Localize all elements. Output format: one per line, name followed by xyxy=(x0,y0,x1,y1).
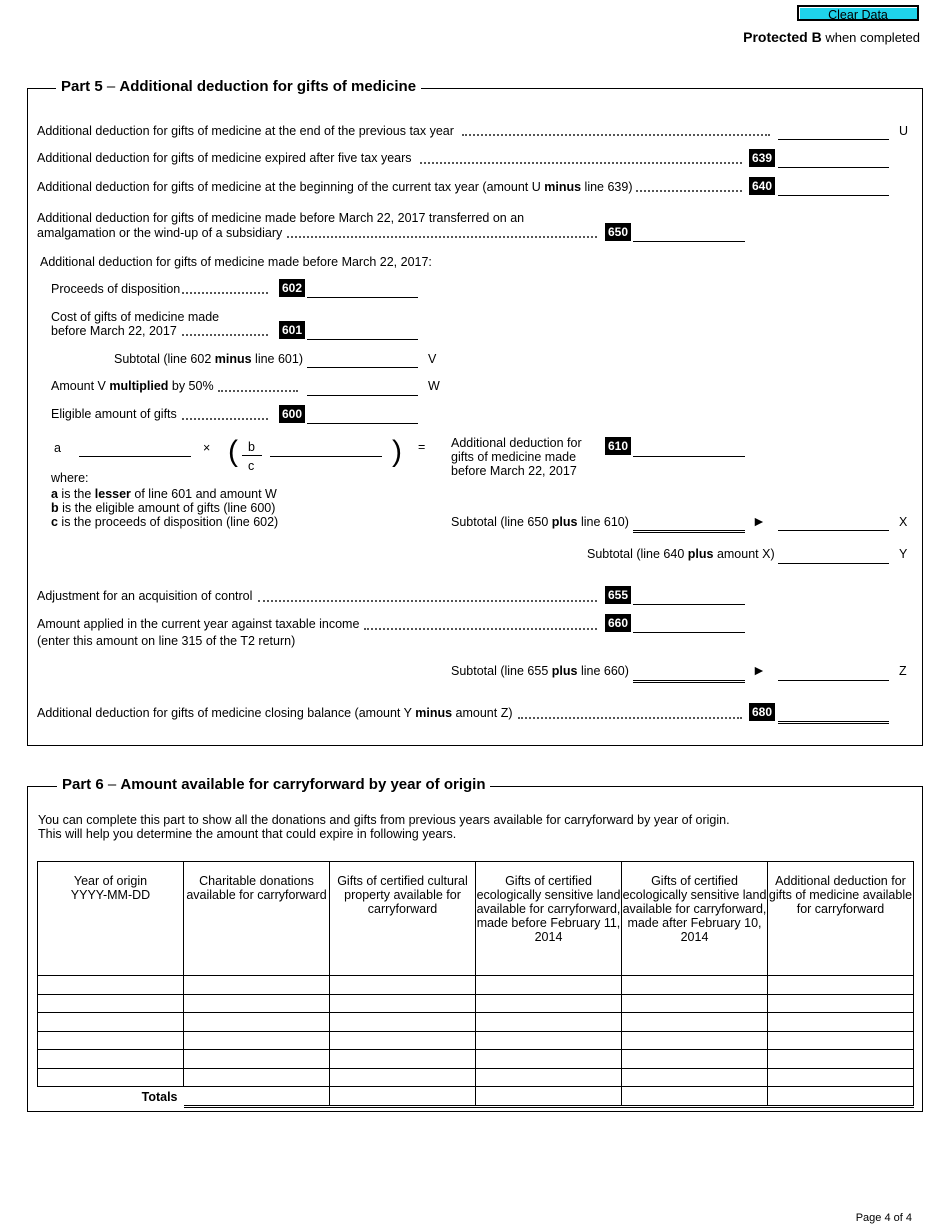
line-600-input[interactable] xyxy=(307,407,418,424)
carryforward-cell-input[interactable] xyxy=(184,995,329,1013)
table-row xyxy=(38,1068,914,1087)
col-cultural-property: Gifts of certified cultural property available for carryforward xyxy=(330,862,476,976)
line-680-input[interactable] xyxy=(778,705,889,724)
subtotal-v-label: Subtotal (line 602 minus line 601) xyxy=(114,352,304,366)
leader-dots xyxy=(518,717,742,719)
carryforward-cell-input[interactable] xyxy=(476,1050,621,1068)
table-cell xyxy=(330,994,476,1013)
carryforward-cell-input[interactable] xyxy=(38,976,183,994)
subtotal-z-label: Subtotal (line 655 plus line 660) xyxy=(451,664,629,678)
totals-cell xyxy=(184,1087,330,1107)
where-a: a is the lesser of line 601 and amount W xyxy=(51,487,277,501)
carryforward-cell-input[interactable] xyxy=(38,1013,183,1031)
table-cell xyxy=(184,976,330,995)
col-eco-land-after: Gifts of certified ecologically sensitive land available for carryforward, made after February 10, 2014 xyxy=(622,862,768,976)
carryforward-table xyxy=(37,861,914,1108)
carryforward-cell-input[interactable] xyxy=(38,995,183,1013)
amount-w-input[interactable] xyxy=(307,379,418,396)
totals-cell-input[interactable] xyxy=(622,1087,767,1105)
add-deduction-label-1: Additional deduction for xyxy=(451,436,582,450)
line-code-660: 660 xyxy=(605,614,631,632)
amount-y-input[interactable] xyxy=(778,547,889,564)
carryforward-cell-input[interactable] xyxy=(622,976,767,994)
carryforward-cell-input[interactable] xyxy=(38,1032,183,1050)
table-cell xyxy=(622,1031,768,1050)
carryforward-cell-input[interactable] xyxy=(330,1013,475,1031)
carryforward-cell-input[interactable] xyxy=(476,1013,621,1031)
letter-y: Y xyxy=(899,547,908,561)
adjustment-label: Adjustment for an acquisition of control xyxy=(37,589,253,603)
totals-cell xyxy=(768,1087,914,1107)
table-cell xyxy=(768,1013,914,1032)
leader-dots xyxy=(182,292,268,294)
letter-z: Z xyxy=(899,664,907,678)
fraction-bar xyxy=(242,455,262,456)
row-expired-label: Additional deduction for gifts of medicine expired after five tax years xyxy=(37,151,412,165)
table-cell xyxy=(330,1050,476,1069)
table-cell xyxy=(184,1013,330,1032)
table-cell xyxy=(622,976,768,995)
col-eco-land-before: Gifts of certified ecologically sensitive land available for carryforward, made before February 11, 2014 xyxy=(476,862,622,976)
amount-x-input[interactable] xyxy=(778,514,889,531)
cost-label-1: Cost of gifts of medicine made xyxy=(51,310,220,324)
line-code-610: 610 xyxy=(605,437,631,455)
subtotal-y-label: Subtotal (line 640 plus amount X) xyxy=(587,547,775,561)
table-row xyxy=(38,994,914,1013)
close-paren: ) xyxy=(392,435,402,468)
table-cell xyxy=(476,994,622,1013)
applied-label-2: (enter this amount on line 315 of the T2 return) xyxy=(37,634,296,648)
where-label: where: xyxy=(51,471,89,485)
carryforward-cell-input[interactable] xyxy=(184,1069,329,1087)
times-symbol: × xyxy=(203,441,211,455)
totals-cell-input[interactable] xyxy=(184,1087,330,1105)
table-cell xyxy=(622,1013,768,1032)
formula-c-label: c xyxy=(248,459,255,473)
carryforward-cell-input[interactable] xyxy=(768,1032,913,1050)
carryforward-cell-input[interactable] xyxy=(38,1050,183,1068)
letter-v: V xyxy=(428,352,437,366)
row-amalgamation-label-1: Additional deduction for gifts of medicine made before March 22, 2017 transferred on an xyxy=(37,211,525,225)
table-cell xyxy=(622,994,768,1013)
add-deduction-label-2: gifts of medicine made xyxy=(451,450,577,464)
line-650-input[interactable] xyxy=(633,225,745,242)
where-b: b is the eligible amount of gifts (line 600) xyxy=(51,501,276,515)
carryforward-cell-input[interactable] xyxy=(768,1069,913,1087)
subtotal-z-left-input[interactable] xyxy=(633,664,745,683)
col-charitable-donations: Charitable donations available for carryforward xyxy=(184,862,330,976)
carryforward-cell-input[interactable] xyxy=(476,1032,621,1050)
line-code-601: 601 xyxy=(279,321,305,339)
totals-row xyxy=(38,1087,914,1107)
carryforward-cell-input[interactable] xyxy=(476,995,621,1013)
table-cell xyxy=(38,976,184,995)
leader-dots xyxy=(258,600,597,602)
table-cell xyxy=(38,1031,184,1050)
letter-w: W xyxy=(428,379,440,393)
line-639-input[interactable] xyxy=(778,151,889,168)
part6-intro-1: You can complete this part to show all the donations and gifts from previous years available for carryforward by year of origin. xyxy=(38,813,730,827)
table-cell xyxy=(38,1068,184,1087)
line-602-input[interactable] xyxy=(307,281,418,298)
carryforward-cell-input[interactable] xyxy=(184,1050,329,1068)
line-655-input[interactable] xyxy=(633,588,745,605)
formula-a-label: a xyxy=(54,441,61,455)
table-cell xyxy=(476,976,622,995)
clear-data-button[interactable]: Clear Data xyxy=(797,5,919,21)
table-cell xyxy=(768,976,914,995)
arrow-x: ► xyxy=(752,513,766,529)
table-cell xyxy=(38,994,184,1013)
line-code-600: 600 xyxy=(279,405,305,423)
carryforward-cell-input[interactable] xyxy=(768,1050,913,1068)
leader-dots xyxy=(182,334,268,336)
amount-z-input[interactable] xyxy=(778,664,889,681)
table-row xyxy=(38,976,914,995)
part5-title: Part 5 – Additional deduction for gifts of medicine xyxy=(56,78,421,96)
cost-label-2: before March 22, 2017 xyxy=(51,324,177,338)
totals-cell xyxy=(476,1087,622,1107)
carryforward-cell-input[interactable] xyxy=(184,976,329,994)
carryforward-cell-input[interactable] xyxy=(330,976,475,994)
formula-bc-input[interactable] xyxy=(270,440,382,457)
amount-u-input[interactable] xyxy=(778,123,889,140)
subtotal-x-label: Subtotal (line 650 plus line 610) xyxy=(451,515,629,529)
table-cell xyxy=(184,994,330,1013)
col-year-of-origin: Year of origin YYYY-MM-DD xyxy=(38,862,184,976)
carryforward-cell-input[interactable] xyxy=(330,995,475,1013)
applied-label-1: Amount applied in the current year against taxable income xyxy=(37,617,360,631)
row-previous-year-label: Additional deduction for gifts of medicine at the end of the previous tax year xyxy=(37,124,454,138)
protected-b-label: Protected B when completed xyxy=(743,29,920,45)
table-header-row xyxy=(38,862,914,976)
table-row xyxy=(38,1050,914,1069)
arrow-z: ► xyxy=(752,662,766,678)
subtotal-x-left-input[interactable] xyxy=(633,514,745,533)
page-number: Page 4 of 4 xyxy=(855,1212,912,1224)
carryforward-cell-input[interactable] xyxy=(476,976,621,994)
open-paren: ( xyxy=(228,435,238,468)
amount-v-input[interactable] xyxy=(307,351,418,368)
row-amalgamation-label-2: amalgamation or the wind-up of a subsidiary xyxy=(37,226,283,240)
carryforward-cell-input[interactable] xyxy=(38,1069,183,1087)
table-cell xyxy=(476,1013,622,1032)
totals-cell xyxy=(330,1087,476,1107)
part6-intro-2: This will help you determine the amount that could expire in following years. xyxy=(38,827,457,841)
line-code-602: 602 xyxy=(279,279,305,297)
formula-a-input[interactable] xyxy=(79,440,191,457)
table-cell xyxy=(38,1013,184,1032)
carryforward-cell-input[interactable] xyxy=(768,976,913,994)
carryforward-cell-input[interactable] xyxy=(622,1032,767,1050)
carryforward-cell-input[interactable] xyxy=(184,1013,329,1031)
carryforward-cell-input[interactable] xyxy=(622,995,767,1013)
leader-dots xyxy=(462,134,770,136)
table-cell xyxy=(38,1050,184,1069)
add-deduction-label-3: before March 22, 2017 xyxy=(451,464,577,478)
table-cell xyxy=(622,1050,768,1069)
carryforward-cell-input[interactable] xyxy=(330,1069,475,1087)
equals-symbol: = xyxy=(418,440,426,454)
closing-balance-label: Additional deduction for gifts of medicine closing balance (amount Y minus amount Z) xyxy=(37,706,513,720)
amount-w-label: Amount V multiplied by 50% xyxy=(51,379,214,393)
row-beginning-label: Additional deduction for gifts of medicine at the beginning of the current tax year (amount U minus line 639) xyxy=(37,180,633,194)
carryforward-cell-input[interactable] xyxy=(622,1050,767,1068)
totals-label: Totals xyxy=(141,1089,178,1104)
table-cell xyxy=(330,1031,476,1050)
carryforward-cell-input[interactable] xyxy=(330,1050,475,1068)
line-code-655: 655 xyxy=(605,586,631,604)
table-cell xyxy=(184,1031,330,1050)
letter-u: U xyxy=(899,124,909,138)
proceeds-label: Proceeds of disposition xyxy=(51,282,181,296)
carryforward-cell-input[interactable] xyxy=(184,1032,329,1050)
table-cell xyxy=(330,1013,476,1032)
carryforward-cell-input[interactable] xyxy=(768,995,913,1013)
carryforward-cell-input[interactable] xyxy=(476,1069,621,1087)
where-c: c is the proceeds of disposition (line 602) xyxy=(51,515,279,529)
leader-dots xyxy=(636,190,742,192)
table-cell xyxy=(184,1068,330,1087)
table-cell xyxy=(330,1068,476,1087)
line-640-input[interactable] xyxy=(778,179,889,196)
totals-cell-input[interactable] xyxy=(768,1087,913,1105)
sub-heading: Additional deduction for gifts of medicine made before March 22, 2017: xyxy=(40,255,432,269)
table-cell xyxy=(768,1031,914,1050)
table-row xyxy=(38,1031,914,1050)
line-601-input[interactable] xyxy=(307,323,418,340)
leader-dots xyxy=(364,628,597,630)
totals-cell xyxy=(622,1087,768,1107)
carryforward-cell-input[interactable] xyxy=(768,1013,913,1031)
line-code-639: 639 xyxy=(749,149,775,167)
totals-cell-input[interactable] xyxy=(476,1087,621,1105)
part6-title: Part 6 – Amount available for carryforward by year of origin xyxy=(57,776,490,794)
carryforward-cell-input[interactable] xyxy=(622,1013,767,1031)
table-cell xyxy=(476,1068,622,1087)
table-row xyxy=(38,1013,914,1032)
leader-dots xyxy=(182,418,268,420)
table-cell xyxy=(622,1068,768,1087)
letter-x: X xyxy=(899,515,908,529)
table-cell xyxy=(768,1050,914,1069)
leader-dots xyxy=(287,236,597,238)
table-cell xyxy=(476,1050,622,1069)
col-medicine: Additional deduction for gifts of medicine available for carryforward xyxy=(768,862,914,976)
table-cell xyxy=(768,994,914,1013)
formula-b-label: b xyxy=(248,440,255,454)
line-660-input[interactable] xyxy=(633,616,745,633)
table-cell xyxy=(330,976,476,995)
eligible-label: Eligible amount of gifts xyxy=(51,407,177,421)
totals-cell-input[interactable] xyxy=(330,1087,475,1105)
table-cell xyxy=(476,1031,622,1050)
carryforward-cell-input[interactable] xyxy=(330,1032,475,1050)
line-code-650: 650 xyxy=(605,223,631,241)
line-code-680: 680 xyxy=(749,703,775,721)
line-610-input[interactable] xyxy=(633,440,745,457)
leader-dots xyxy=(420,162,742,164)
table-cell xyxy=(184,1050,330,1069)
line-code-640: 640 xyxy=(749,177,775,195)
carryforward-cell-input[interactable] xyxy=(622,1069,767,1087)
table-cell xyxy=(768,1068,914,1087)
leader-dots xyxy=(218,390,298,392)
